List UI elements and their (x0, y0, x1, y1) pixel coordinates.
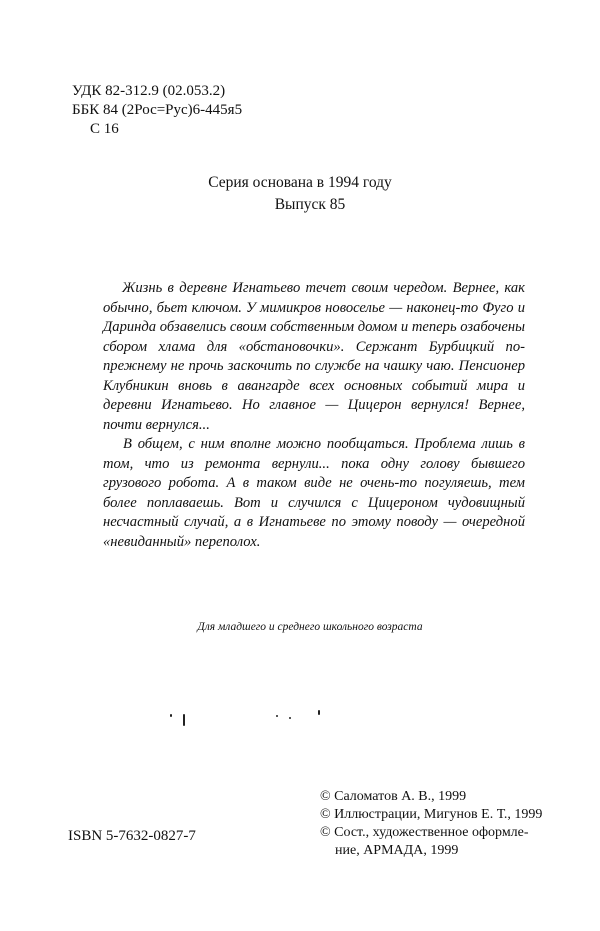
copyright-block (320, 788, 542, 860)
copyright-design: © Сост., художественное оформле- (320, 825, 529, 840)
series-info (0, 172, 600, 216)
copyright-design-continued: ние, АРМАДА, 1999 (335, 843, 459, 858)
annotation (103, 279, 525, 552)
copyright-author: © Саломатов А. В., 1999 (320, 789, 467, 804)
scan-speck (276, 715, 278, 717)
annotation-paragraph: Жизнь в деревне Игнатьево течет своим чередом. Вернее, как обычно, бьет ключом. У мимикров новоселье — наконец-то Фуго и Даринда обзавелись своим собственным домом и теперь озабочены сбором хлама для «обстановочки». Сержант Бурбицкий по-прежнему не прочь заскочить по службе на чашку чаю. Пенсионер Клубникин вновь в авангарде всех основных событий мира и деревни Игнатьево. Но главное — Цицерон вернулся! Вернее, почти вернулся... (103, 280, 525, 433)
scan-speck (318, 710, 320, 715)
bbk-code: ББК 84 (2Рос=Рус)6-445я5 (72, 102, 243, 118)
series-issue: Выпуск 85 (274, 196, 346, 213)
copyright-illustrations: © Иллюстрации, Мигунов Е. Т., 1999 (320, 807, 543, 822)
annotation-paragraph: В общем, с ним вполне можно пообщаться. Проблема лишь в том, что из ремонта вернули... пока одну голову бывшего грузового робота. А в таком виде не очень-то погуляешь, тем более поплаваешь. Вот и случился с Цицероном чудовищный несчастный случай, а в Игнатьеве по этому поводу — очередной «невиданный» переполох. (103, 436, 525, 550)
classification-codes (72, 82, 242, 139)
isbn: ISBN 5-7632-0827-7 (68, 828, 196, 844)
scan-speck (289, 717, 291, 719)
author-mark: С 16 (90, 121, 119, 137)
series-founded: Серия основана в 1994 году (208, 174, 392, 191)
age-note: Для младшего и среднего школьного возраста (197, 621, 423, 633)
scan-speck (170, 714, 172, 717)
scan-speck (183, 714, 185, 726)
udk-code: УДК 82-312.9 (02.053.2) (72, 83, 226, 99)
